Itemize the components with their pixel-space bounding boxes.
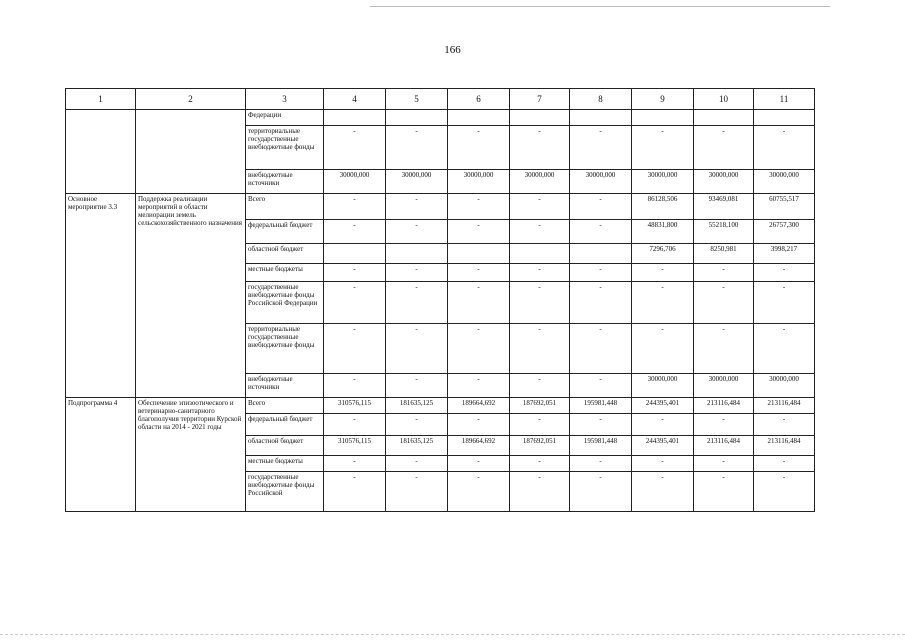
value-cell: - — [324, 374, 386, 398]
value-cell: 86128,506 — [632, 194, 694, 220]
value-cell: 8250,981 — [694, 244, 754, 264]
value-cell: - — [632, 456, 694, 472]
scan-artifact-line — [0, 634, 905, 635]
value-cell: - — [324, 472, 386, 512]
funding-source-cell: территориальные государственные внебюджетные фонды — [246, 126, 324, 170]
value-cell: - — [448, 126, 510, 170]
value-cell: - — [632, 414, 694, 436]
program-code-cell — [66, 110, 136, 194]
value-cell — [754, 110, 815, 126]
funding-source-cell: областной бюджет — [246, 244, 324, 264]
value-cell: - — [632, 264, 694, 282]
value-cell: - — [448, 472, 510, 512]
value-cell: - — [448, 414, 510, 436]
funding-source-cell: федеральный бюджет — [246, 220, 324, 244]
value-cell: 195981,448 — [570, 436, 632, 456]
table-row — [66, 194, 815, 220]
value-cell: - — [510, 456, 570, 472]
value-cell — [570, 110, 632, 126]
funding-source-cell: федеральный бюджет — [246, 414, 324, 436]
value-cell — [694, 110, 754, 126]
value-cell: 30000,000 — [632, 170, 694, 194]
value-cell: - — [448, 456, 510, 472]
value-cell: - — [448, 282, 510, 324]
value-cell: - — [570, 126, 632, 170]
value-cell: 55218,100 — [694, 220, 754, 244]
scan-artifact-line — [370, 6, 830, 7]
value-cell: - — [386, 282, 448, 324]
value-cell: - — [510, 472, 570, 512]
value-cell: - — [570, 220, 632, 244]
value-cell: 60755,517 — [754, 194, 815, 220]
value-cell: - — [754, 264, 815, 282]
value-cell: - — [570, 456, 632, 472]
value-cell — [386, 244, 448, 264]
value-cell: 244395,401 — [632, 398, 694, 414]
value-cell: 213116,484 — [694, 398, 754, 414]
value-cell: - — [570, 282, 632, 324]
funding-source-cell: Всего — [246, 398, 324, 414]
value-cell: 310576,115 — [324, 398, 386, 414]
table-row — [66, 110, 815, 126]
value-cell — [510, 110, 570, 126]
value-cell: 30000,000 — [694, 170, 754, 194]
funding-source-cell: местные бюджеты — [246, 456, 324, 472]
value-cell: - — [694, 456, 754, 472]
column-header: 1 — [66, 89, 136, 110]
value-cell: 48831,800 — [632, 220, 694, 244]
value-cell: - — [694, 472, 754, 512]
value-cell — [570, 244, 632, 264]
column-header: 4 — [324, 89, 386, 110]
value-cell: - — [754, 126, 815, 170]
value-cell: - — [570, 194, 632, 220]
value-cell — [324, 244, 386, 264]
value-cell: - — [324, 414, 386, 436]
value-cell: 244395,401 — [632, 436, 694, 456]
value-cell: - — [694, 324, 754, 374]
value-cell: - — [570, 374, 632, 398]
value-cell: - — [754, 324, 815, 374]
value-cell: 181635,125 — [386, 398, 448, 414]
table-row — [66, 398, 815, 414]
value-cell: - — [510, 126, 570, 170]
value-cell: 30000,000 — [448, 170, 510, 194]
program-code-cell: Подпрограмма 4 — [66, 398, 136, 512]
value-cell: 30000,000 — [570, 170, 632, 194]
value-cell: - — [510, 282, 570, 324]
program-name-cell — [136, 110, 246, 194]
value-cell: - — [448, 264, 510, 282]
value-cell: - — [448, 324, 510, 374]
value-cell: - — [510, 414, 570, 436]
column-header: 7 — [510, 89, 570, 110]
value-cell: - — [510, 264, 570, 282]
value-cell: - — [754, 472, 815, 512]
value-cell: 195981,448 — [570, 398, 632, 414]
value-cell: - — [386, 414, 448, 436]
value-cell — [510, 244, 570, 264]
value-cell: - — [510, 374, 570, 398]
value-cell: 30000,000 — [386, 170, 448, 194]
value-cell: - — [570, 472, 632, 512]
value-cell: 30000,000 — [754, 374, 815, 398]
column-header: 5 — [386, 89, 448, 110]
value-cell: 30000,000 — [324, 170, 386, 194]
value-cell: - — [324, 220, 386, 244]
funding-source-cell: внебюджетные источники — [246, 170, 324, 194]
funding-source-cell: государственные внебюджетные фонды Российской Федерации — [246, 282, 324, 324]
value-cell: - — [632, 282, 694, 324]
value-cell: 187692,051 — [510, 436, 570, 456]
value-cell: - — [510, 324, 570, 374]
value-cell: - — [386, 264, 448, 282]
value-cell: - — [448, 374, 510, 398]
value-cell: - — [324, 126, 386, 170]
funding-source-cell: государственные внебюджетные фонды Российской — [246, 472, 324, 512]
page-number: 166 — [444, 44, 461, 56]
value-cell: 30000,000 — [632, 374, 694, 398]
value-cell: - — [324, 264, 386, 282]
value-cell: - — [386, 194, 448, 220]
value-cell: 189664,692 — [448, 398, 510, 414]
value-cell — [324, 110, 386, 126]
value-cell: 7296,706 — [632, 244, 694, 264]
value-cell — [632, 110, 694, 126]
funding-source-cell: областной бюджет — [246, 436, 324, 456]
value-cell: 30000,000 — [694, 374, 754, 398]
value-cell: - — [386, 126, 448, 170]
value-cell: 3998,217 — [754, 244, 815, 264]
funding-source-cell: Всего — [246, 194, 324, 220]
value-cell — [448, 244, 510, 264]
value-cell: - — [694, 414, 754, 436]
value-cell: 213116,484 — [694, 436, 754, 456]
value-cell: - — [324, 282, 386, 324]
value-cell: - — [510, 220, 570, 244]
value-cell: 187692,051 — [510, 398, 570, 414]
value-cell: 30000,000 — [754, 170, 815, 194]
value-cell: - — [386, 220, 448, 244]
value-cell: - — [510, 194, 570, 220]
column-header: 3 — [246, 89, 324, 110]
value-cell: - — [570, 324, 632, 374]
value-cell: 310576,115 — [324, 436, 386, 456]
value-cell: - — [324, 324, 386, 374]
value-cell: 93469,081 — [694, 194, 754, 220]
value-cell: 213116,484 — [754, 398, 815, 414]
value-cell: - — [632, 324, 694, 374]
value-cell: - — [754, 456, 815, 472]
value-cell: 26757,300 — [754, 220, 815, 244]
value-cell: - — [570, 264, 632, 282]
value-cell: 30000,000 — [510, 170, 570, 194]
program-code-cell: Основное мероприятие 3.3 — [66, 194, 136, 398]
value-cell: - — [448, 194, 510, 220]
funding-source-cell: местные бюджеты — [246, 264, 324, 282]
value-cell: - — [570, 414, 632, 436]
value-cell: - — [694, 126, 754, 170]
value-cell: - — [694, 282, 754, 324]
value-cell: - — [448, 220, 510, 244]
value-cell: 189664,692 — [448, 436, 510, 456]
column-header: 8 — [570, 89, 632, 110]
value-cell: - — [632, 126, 694, 170]
value-cell — [448, 110, 510, 126]
column-header: 9 — [632, 89, 694, 110]
funding-source-cell: территориальные государственные внебюджетные фонды — [246, 324, 324, 374]
column-header: 11 — [754, 89, 815, 110]
value-cell: - — [754, 282, 815, 324]
value-cell: - — [386, 472, 448, 512]
program-name-cell: Обеспечение эпизоотического и ветеринарно-санитарного благополучия территории Курской области на 2014 - 2021 годы — [136, 398, 246, 512]
funding-source-cell: Федерации — [246, 110, 324, 126]
value-cell: - — [694, 264, 754, 282]
value-cell: - — [754, 414, 815, 436]
value-cell: - — [386, 324, 448, 374]
value-cell: 213116,484 — [754, 436, 815, 456]
column-header: 10 — [694, 89, 754, 110]
program-name-cell: Поддержка реализации мероприятий в области мелиорации земель сельскохозяйственного назначения — [136, 194, 246, 398]
value-cell: - — [632, 472, 694, 512]
value-cell — [386, 110, 448, 126]
funding-source-cell: внебюджетные источники — [246, 374, 324, 398]
budget-table — [65, 88, 815, 512]
column-header: 2 — [136, 89, 246, 110]
value-cell: - — [324, 194, 386, 220]
value-cell: 181635,125 — [386, 436, 448, 456]
column-header: 6 — [448, 89, 510, 110]
header-row — [66, 89, 815, 110]
value-cell: - — [386, 456, 448, 472]
value-cell: - — [386, 374, 448, 398]
value-cell: - — [324, 456, 386, 472]
